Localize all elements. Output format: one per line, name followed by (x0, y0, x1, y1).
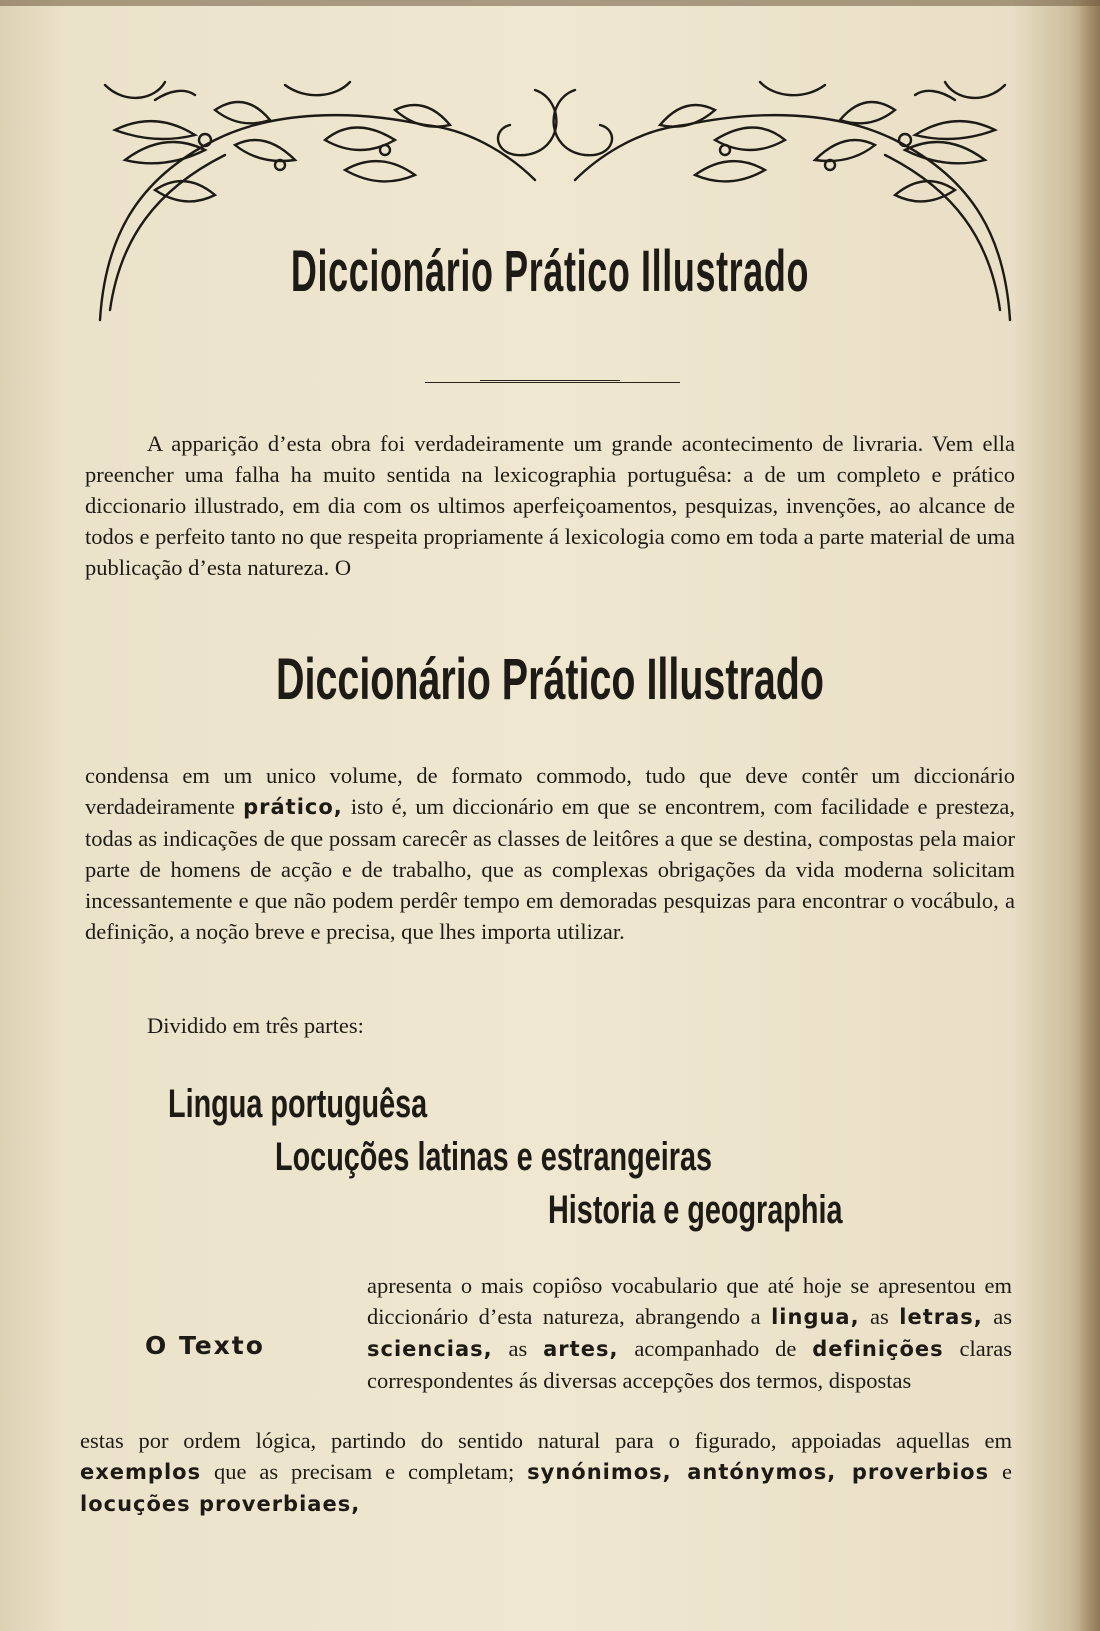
page-title: Diccionário Prático Illustrado (290, 239, 810, 304)
division-lingua-portuguesa: Lingua portuguêsa (168, 1082, 428, 1126)
body-paragraph (85, 760, 1015, 947)
texto-b3: sciencias, (367, 1337, 493, 1361)
title-rule (425, 382, 680, 383)
page-spine-shadow (1070, 0, 1100, 1631)
texto-b4: artes, (543, 1337, 619, 1361)
texto-t9: e (989, 1459, 1012, 1484)
texto-t5: acompanhado de (618, 1336, 813, 1361)
body-text-2: isto é, um diccionário em que se encontrem, com facilidade e presteza, todas as indicações de que possam carecêr as classes de leitôres a que se destina, compostas pela maior parte de homens de acção e de trabalho, que as complexas obrigações da vida moderna solicitam incessantemente e que não podem perdêr tempo em demoradas pesquizas para encontrar o vocábulo, a definição, a noção breve e precisa, que lhes importa utilizar. (85, 794, 1015, 944)
title-rule-inner (480, 380, 620, 381)
page-top-edge (0, 0, 1100, 6)
texto-t6: claras correspondentes ás diversas accepções dos termos, dispostas (367, 1336, 1012, 1393)
texto-b8: synónimos, antónymos, proverbios (527, 1460, 990, 1484)
texto-paragraph (367, 1270, 1012, 1396)
texto-b7: exemplos (80, 1460, 202, 1484)
texto-t3: as (982, 1304, 1013, 1329)
texto-t2: as (859, 1304, 900, 1329)
texto-b9: locuções proverbiaes, (80, 1492, 361, 1516)
texto-b5: definições (812, 1337, 944, 1361)
texto-paragraph-continued (80, 1425, 1012, 1520)
division-locucoes: Locuções latinas e estrangeiras (275, 1135, 712, 1179)
texto-t8: que as precisam e completam; (201, 1459, 528, 1484)
mid-title: Diccionário Prático Illustrado (276, 647, 824, 712)
texto-b1: lingua, (771, 1305, 860, 1329)
texto-b2: letras, (899, 1305, 983, 1329)
division-historia-geographia: Historia e geographia (548, 1188, 843, 1232)
texto-label: O Texto (145, 1331, 265, 1360)
texto-t4: as (492, 1336, 544, 1361)
texto-t1: apresenta o mais copiôso vocabulario que até hoje se apresentou em diccionário d’esta natureza, abrangendo a (367, 1273, 1012, 1329)
body-text-1: condensa em um unico volume, de formato commodo, tudo que deve contêr um diccionário verdadeiramente (85, 763, 1015, 819)
body-bold-pratico: prático, (243, 795, 343, 819)
divisions-intro: Dividido em três partes: (147, 1013, 364, 1038)
intro-paragraph: A apparição d’esta obra foi verdadeiramente um grande acontecimento de livraria. Vem ella preencher uma falha ha muito sentida na lexicographia portuguêsa: a de um completo e prático diccionario illustrado, em dia com os ultimos aperfeiçoamentos, pesquizas, invenções, ao alcance de todos e perfeito tanto no que respeita propriamente á lexicologia como em toda a parte material de uma publicação d’esta natureza. O (85, 431, 1015, 580)
texto-t7: estas por ordem lógica, partindo do sentido natural para o figurado, appoiadas aquellas em (80, 1428, 1012, 1453)
